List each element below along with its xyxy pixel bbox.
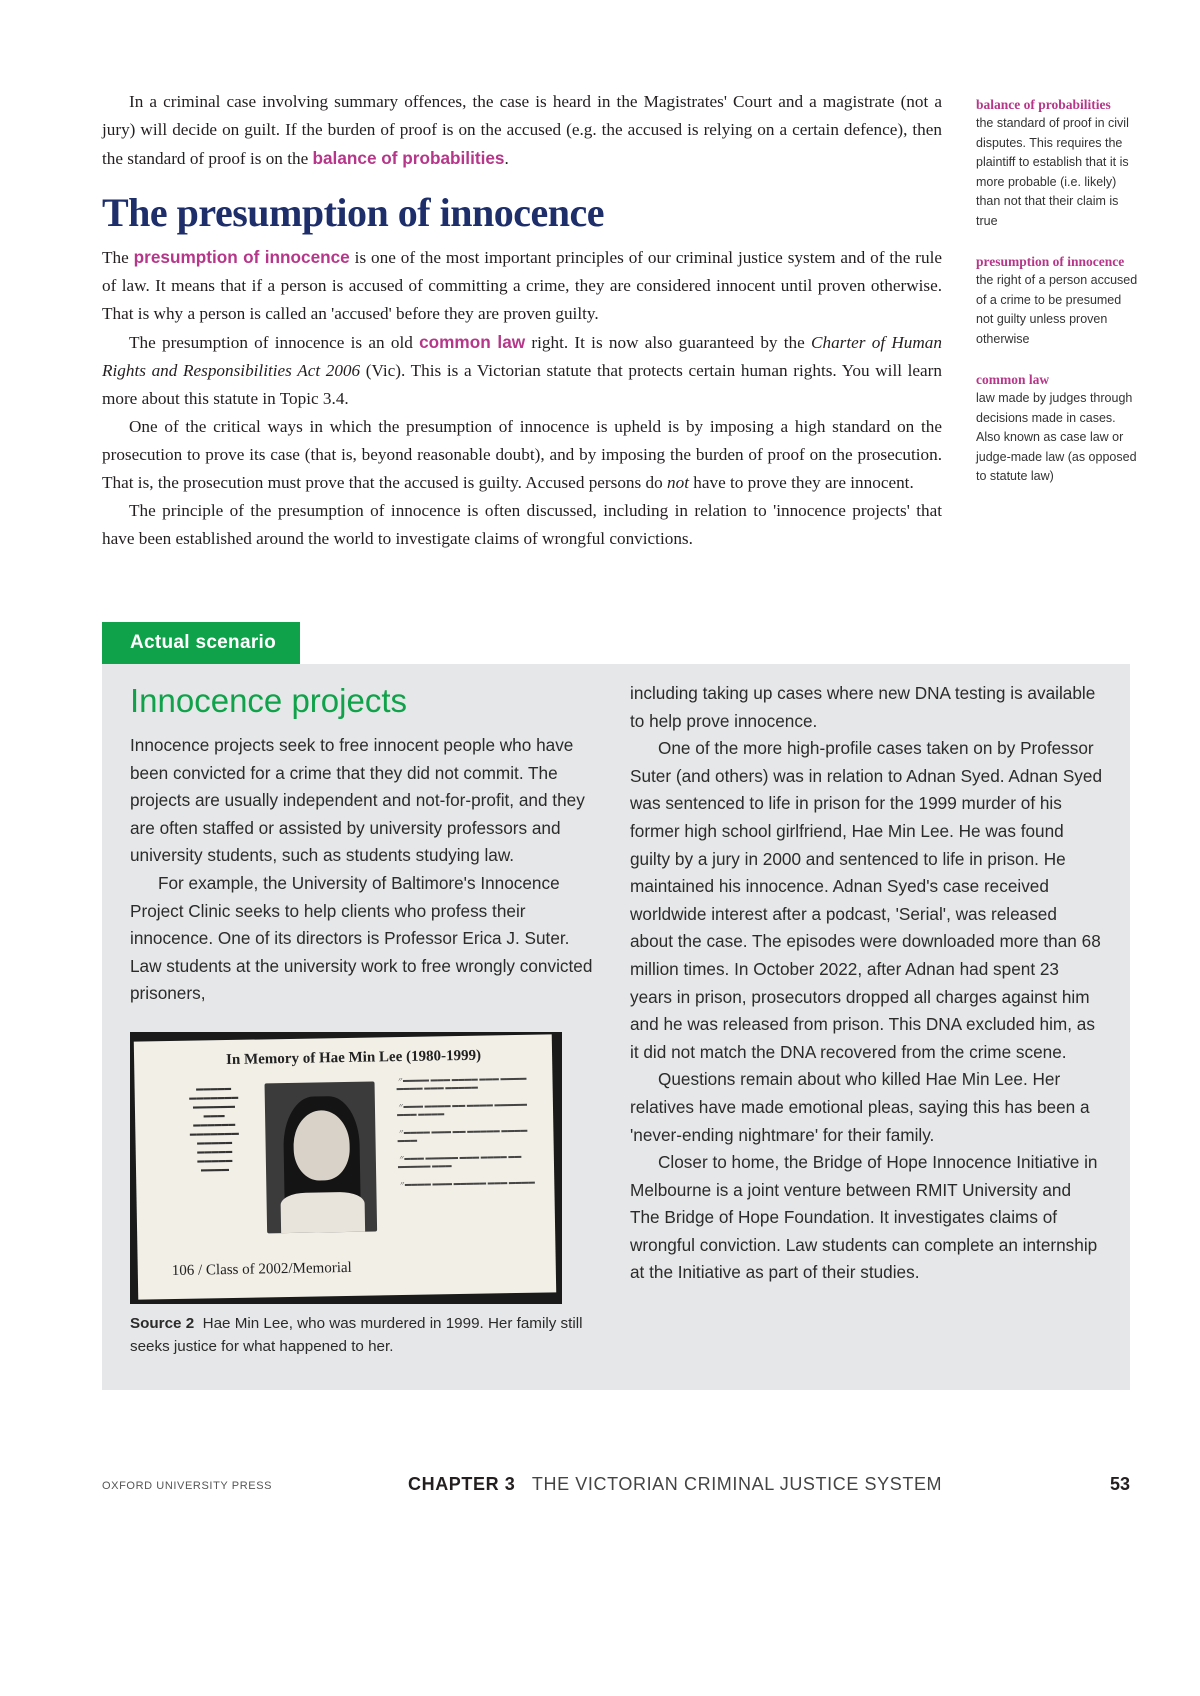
glossary-definition: the right of a person accused of a crime to be presumed not guilty unless proven otherwise bbox=[976, 273, 1138, 346]
page-number: 53 bbox=[1109, 1474, 1130, 1494]
intro-text: In a criminal case involving summary offences, the case is heard in the Magistrates' Court and a magistrate (not a jury) will decide on guilt. If the burden of proof is on the accused (e.g. the accused is relying on a certain defence), then the standard of proof is on the bbox=[102, 92, 942, 168]
p3-emphasis: not bbox=[667, 473, 689, 492]
main-column bbox=[102, 88, 942, 553]
scenario-paragraph: One of the more high-profile cases taken on by Professor Suter (and others) was in relation to Adnan Syed. Adnan Syed was sentenced to life in prison for the 1999 murder of his former high school girlfriend, Hae Min Lee. He was found guilty by a jury in 2000 and sentenced to life in prison. He maintained his innocence. Adnan Syed's case received worldwide interest after a podcast, 'Serial', was released about the case. The episodes were downloaded more than 68 million times. In October 2022, after Adnan had spent 23 years in prison, prosecutors dropped all charges against him and he was released from prison. This DNA excluded him, as it did not match the DNA recovered from the crime scene. bbox=[630, 738, 1103, 1062]
photo-caption bbox=[130, 1312, 604, 1358]
scenario-left-column bbox=[130, 680, 604, 1358]
glossary-entry bbox=[976, 96, 1141, 231]
glossary-term: balance of probabilities bbox=[976, 97, 1111, 112]
intro-paragraph bbox=[102, 88, 942, 173]
p2-text-end: (Vic). This is a Victorian statute that protects certain human rights. You will learn more about this statute in Topic 3.4. bbox=[102, 361, 942, 408]
glossary-sidebar bbox=[976, 96, 1141, 509]
page-footer bbox=[102, 1472, 1130, 1502]
yearbook-footer: 106 / Class of 2002/Memorial bbox=[171, 1259, 352, 1279]
charter-act-title: Charter of Human Rights and Responsibilities Act 2006 bbox=[102, 333, 942, 380]
scenario-paragraph: Innocence projects seek to free innocent people who have been convicted for a crime that they did not commit. The projects are usually independent and not-for-profit, and they are often staffed or assisted by university professors and university students, such as students studying law. bbox=[130, 735, 585, 866]
paragraph-1 bbox=[102, 243, 942, 328]
scenario-title: Innocence projects bbox=[130, 682, 408, 719]
glossary-entry bbox=[976, 371, 1141, 487]
term-balance-of-probabilities: balance of probabilities bbox=[312, 148, 505, 168]
caption-label: Source 2 bbox=[130, 1314, 195, 1332]
scenario-paragraph: For example, the University of Baltimore's Innocence Project Clinic seeks to help clients who profess their innocence. One of its directors is Professor Erica J. Suter. Law students at the university work to free wrongly convicted prisoners, bbox=[130, 872, 593, 1004]
p1-text: The bbox=[102, 248, 134, 267]
caption-text: Hae Min Lee, who was murdered in 1999. Her family still seeks justice for what happened to her. bbox=[130, 1314, 583, 1355]
p2-text: The presumption of innocence is an old bbox=[129, 333, 420, 352]
scenario-paragraph: including taking up cases where new DNA testing is available to help prove innocence. bbox=[630, 683, 1096, 731]
glossary-entry bbox=[976, 253, 1141, 349]
paragraph-4: The principle of the presumption of innocence is often discussed, including in relation to 'innocence projects' that have been established around the world to investigate claims of wrongful convictions. bbox=[102, 501, 942, 548]
scenario-right-column bbox=[630, 680, 1104, 1287]
portrait-image bbox=[265, 1081, 378, 1233]
paragraph-2 bbox=[102, 328, 942, 413]
p1-text-end: is one of the most important principles of our criminal justice system and of the rule of law. It means that if a person is accused of committing a crime, they are considered innocent until proven otherwise. That is why a person is called an 'accused' before they are proven guilty. bbox=[102, 248, 942, 323]
yearbook-quotes: 〃▬▬▬▬ ▬▬▬ ▬▬▬▬ ▬▬▬ ▬▬▬▬ ▬▬▬▬ ▬▬▬ ▬▬▬▬▬ 〃▬▬▬ ▬▬▬▬ ▬▬ ▬▬▬▬ ▬▬▬▬▬ ▬▬▬ ▬▬▬▬ 〃▬▬▬▬ ▬▬▬ ▬▬ ▬▬▬▬▬ ▬▬▬▬ ▬▬▬ 〃▬▬▬ ▬▬▬▬▬ ▬▬▬ ▬▬▬▬ ▬▬ ▬▬▬▬▬ ▬▬▬ 〃▬▬▬▬ ▬▬▬ ▬▬▬▬▬ ▬▬▬ ▬▬▬▬ bbox=[396, 1074, 535, 1189]
yearbook-title: In Memory of Hae Min Lee (1980-1999) bbox=[225, 1047, 482, 1068]
term-presumption-of-innocence: presumption of innocence bbox=[133, 247, 350, 267]
yearbook-activities: ▬▬▬▬▬ ▬▬▬▬▬▬▬ ▬▬▬▬▬▬ ▬▬▬ ▬▬▬▬▬▬ ▬▬▬▬▬▬▬ ▬▬▬▬▬ ▬▬▬▬▬ ▬▬▬▬▬ ▬▬▬▬ bbox=[189, 1083, 239, 1174]
scenario-paragraph: Questions remain about who killed Hae Min Lee. Her relatives have made emotional pleas, saying this has been a 'never-ending nightmare' for their family. bbox=[630, 1069, 1090, 1145]
intro-text-end: . bbox=[504, 149, 509, 168]
section-title: The presumption of innocence bbox=[102, 190, 604, 235]
chapter-title: THE VICTORIAN CRIMINAL JUSTICE SYSTEM bbox=[531, 1474, 943, 1494]
term-common-law: common law bbox=[419, 332, 526, 352]
p3-text: One of the critical ways in which the presumption of innocence is upheld is by imposing a high standard on the prosecution to prove its case (that is, beyond reasonable doubt), and by imposing the burden of proof on the prosecution. That is, the prosecution must prove that the accused is guilty. Accused persons do bbox=[102, 417, 942, 492]
p2-text-mid: right. It is now also guaranteed by the bbox=[525, 333, 812, 352]
glossary-term: presumption of innocence bbox=[976, 254, 1125, 269]
chapter-label: CHAPTER 3 bbox=[408, 1474, 516, 1494]
glossary-definition: the standard of proof in civil disputes. This requires the plaintiff to establish that it is more probable (i.e. likely) than not that their claim is true bbox=[976, 116, 1129, 228]
glossary-definition: law made by judges through decisions made in cases. Also known as case law or judge-made law (as opposed to statute law) bbox=[976, 391, 1137, 483]
yearbook-photo bbox=[130, 1032, 562, 1304]
scenario-box bbox=[102, 664, 1130, 1390]
running-header bbox=[408, 1474, 942, 1495]
publisher-name: OXFORD UNIVERSITY PRESS bbox=[102, 1480, 273, 1492]
yearbook-page bbox=[134, 1034, 556, 1299]
p3-text-end: have to prove they are innocent. bbox=[688, 473, 914, 492]
glossary-term: common law bbox=[976, 372, 1050, 387]
paragraph-3 bbox=[102, 413, 942, 497]
actual-scenario-tag: Actual scenario bbox=[102, 622, 300, 664]
scenario-paragraph: Closer to home, the Bridge of Hope Innocence Initiative in Melbourne is a joint venture between RMIT University and The Bridge of Hope Foundation. It investigates claims of wrongful conviction. Law students can complete an internship at the Initiative as part of their studies. bbox=[630, 1152, 1098, 1283]
